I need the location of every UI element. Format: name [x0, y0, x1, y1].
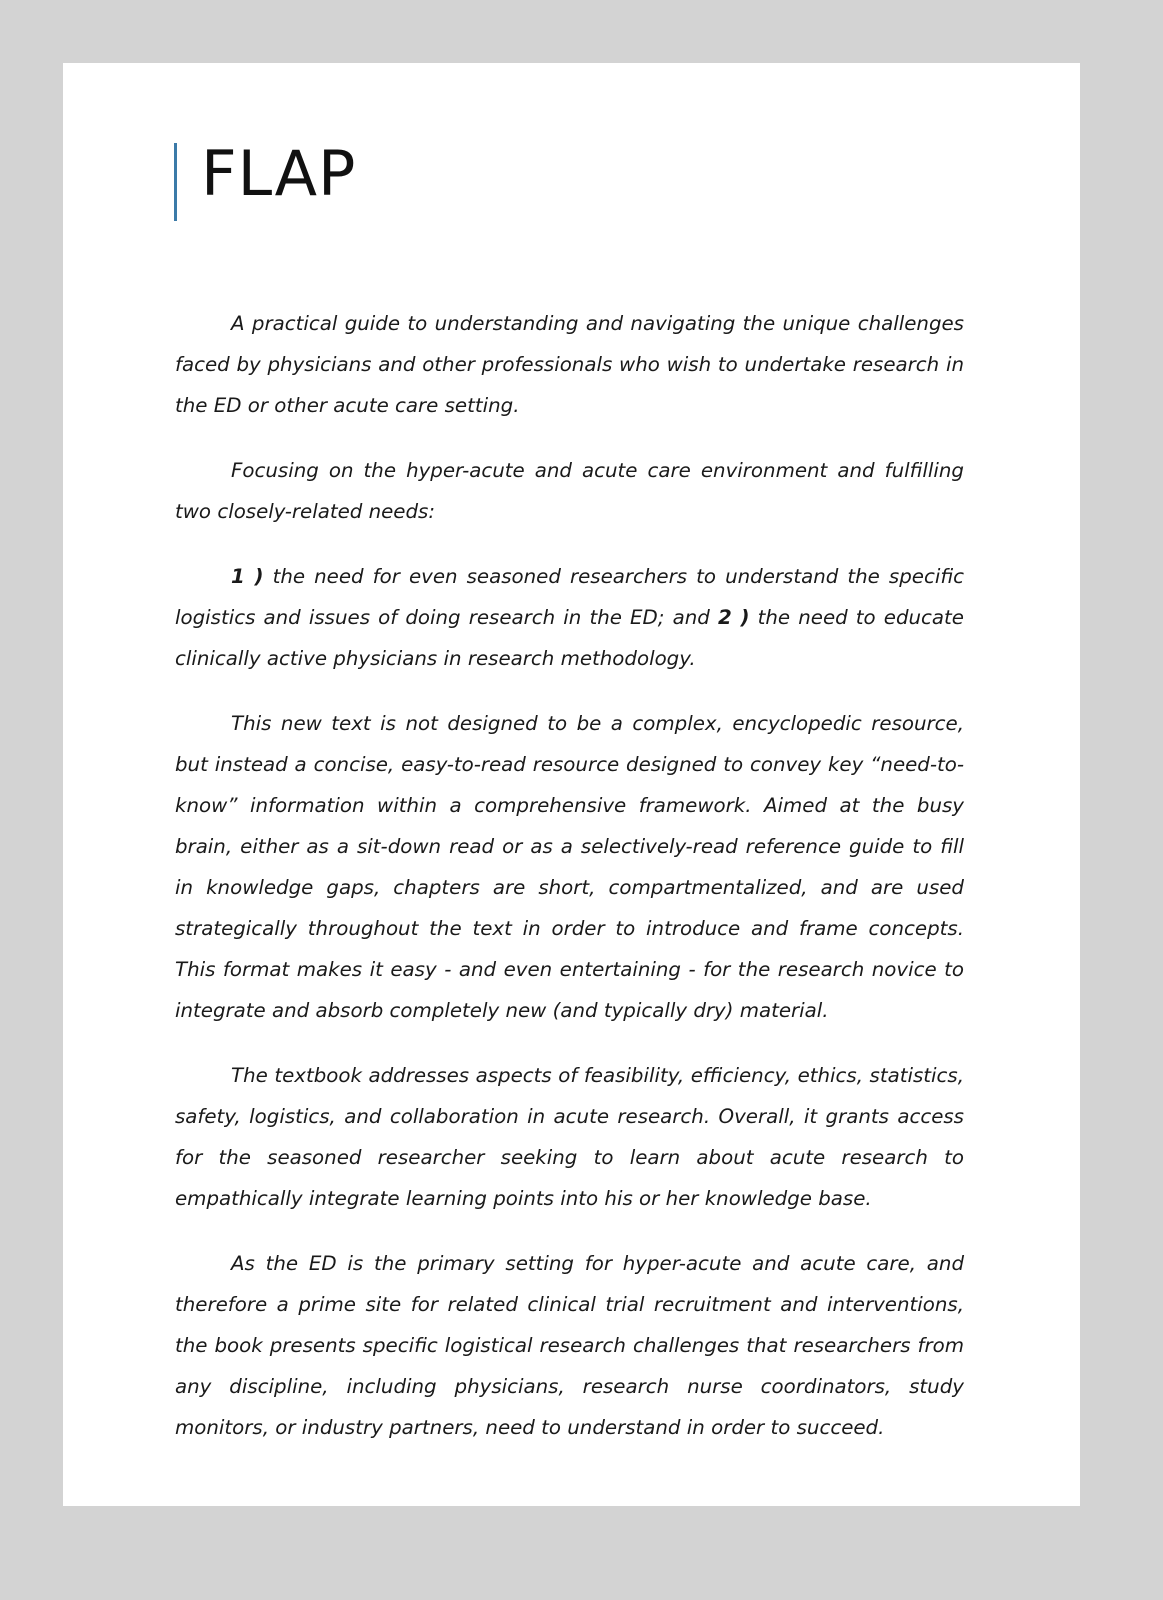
need-marker-2: 2 ) [717, 606, 750, 629]
paragraph-format: This new text is not designed to be a complex, encyclopedic resource, but instead a concise, easy-to-read resource designed to convey key “need-to-know” information within a comprehensive framework. Aimed at the busy brain, either as a sit-down read or as a selectively-read reference guide to fill in knowledge gaps, chapters are short, compartmentalized, and are used strategically throughout the text in order to introduce and frame concepts. This format makes it easy - and even entertaining - for the research novice to integrate and absorb completely new (and typically dry) material. [175, 712, 964, 1022]
paragraph-focus: Focusing on the hyper-acute and acute care environment and fulfilling two closely-related needs: [175, 459, 964, 523]
title-accent-bar [174, 143, 177, 221]
document-body [175, 303, 964, 1472]
need-marker-1: 1 ) [231, 565, 264, 588]
need-text-1: the need for even seasoned researchers to understand the specific logistics and issues of doing research in the ED; and [175, 565, 964, 629]
document-page [63, 63, 1080, 1506]
need-text-2: the need to educate clinically active physicians in research methodology. [175, 606, 964, 670]
paragraph-needs [175, 556, 964, 679]
paragraph-ed-setting: As the ED is the primary setting for hyper-acute and acute care, and therefore a prime site for related clinical trial recruitment and interventions, the book presents specific logistical research challenges that researchers from any discipline, including physicians, research nurse coordinators, study monitors, or industry partners, need to understand in order to succeed. [175, 1252, 964, 1439]
paragraph-intro: A practical guide to understanding and navigating the unique challenges faced by physicians and other professionals who wish to undertake research in the ED or other acute care setting. [175, 312, 964, 417]
paragraph-textbook: The textbook addresses aspects of feasibility, efficiency, ethics, statistics, safety, logistics, and collaboration in acute research. Overall, it grants access for the seasoned researcher seeking to learn about acute research to empathically integrate learning points into his or her knowledge base. [175, 1064, 964, 1210]
page-title: FLAP [201, 137, 357, 210]
